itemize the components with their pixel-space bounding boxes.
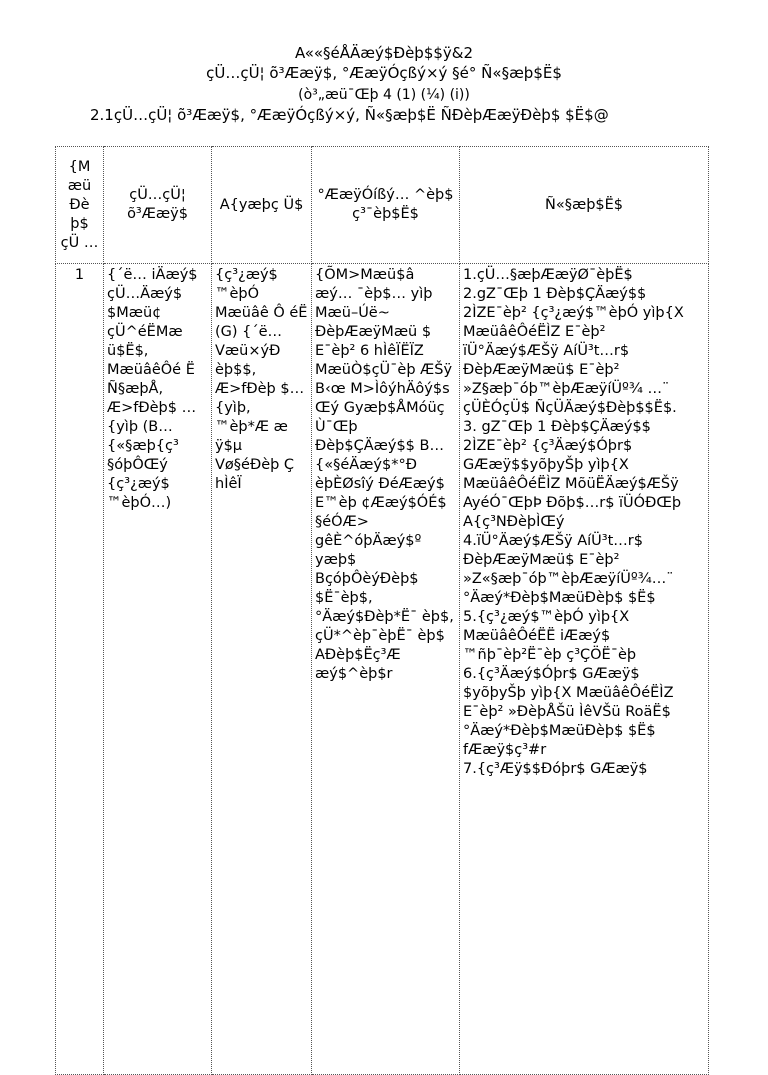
cell-functions: {ÕM>Mæü$â æý… ¯èþ$… yìþ Mæü–Úë~ ÐèþÆæÿMæü $ E¯èþ² 6 hÌêÏËÏZ MæüÒ$çÜ¯èþ ÆŠÿ B‹œ M>ÌôýhÄôý$s Œý Gyæþ$ÅMóüç Ù¯Œþ Ðèþ$ÇÄæý$$ B… {«§éÄæý$*°Ð èþÈØsîý ÐéÆæý$ E™èþ ¢Ææý$ÓÉ$ §éÓÆ> gêÈ^óþÄæý$º yæþ$ BçóþÔèýÐèþ$ $Ë¯èþ$, °Äæý$Ðèþ*Ë¯ èþ$, çÜ*^èþ¯èþË¯ èþ$ AÐèþ$Ëç³Æ æý$^èþ$r	[312, 264, 460, 1075]
document-subtitle: çÜ…çÜ¦ õ³Ææÿ$, °ÆæÿÓçßý×ý §é° Ñ«§æþ$Ë$	[206, 64, 562, 82]
cell-serial-no: 1	[56, 264, 104, 1075]
section-heading: 2.1çÜ…çÜ¦ õ³Ææÿ$, °ÆæÿÓçßý×ý, Ñ«§æþ$Ë ÑÐèþÆæÿÐèþ$ $Ë$@	[90, 106, 609, 124]
document-title: A««§éÅÄæý$Ðèþ$$ÿ&2	[294, 44, 474, 62]
table-row	[56, 264, 709, 1075]
header-serial-no: {M æü Ðè þ$ çÜ …	[56, 147, 104, 264]
cell-duties: 1.çÜ…§æþÆæÿØ¯èþË$ 2.gZ¯Œþ 1 Ðèþ$ÇÄæý$$ 2ÌZE¯èþ² {ç³¿æý$™èþÓ yìþ{X MæüâêÔéËÌZ E¯èþ² ïÜ°Äæý$ÆŠÿ AíÜ³t…r$ ÐèþÆæÿMæü$ E¯èþ² »Z§æþ¯óþ™èþÆæÿíÜº¾ …¨ çÜÈÓçÜ$ ÑçÜÄæý$Ðèþ$$Ë$. 3. gZ¯Œþ 1 Ðèþ$ÇÄæý$$ 2ÌZE¯èþ² {ç³Äæý$Óþr$ GÆæÿ$$yõþyŠþ yìþ{X MæüâêÔéËÌZ MõüËÄæý$ÆŠÿ AyéÓ¯ŒþÞ Ðõþ$…r$ ïÜÓÐŒþ A{ç³NÐèþÌŒý 4.ïÜ°Äæý$ÆŠÿ AíÜ³t…r$ ÐèþÆæÿMæü$ E¯èþ² »Z«§æþ¯óþ™èþÆæÿíÜº¾…¨ °Äæý*Ðèþ$MæüÐèþ$ $Ë$ 5.{ç³¿æý$™èþÓ yìþ{X MæüâêÔéËË iÆæý$ ™ñþ¯èþ²Ë¯èþ ç³ÇÖË¯èþ 6.{ç³Äæý$Óþr$ GÆæÿ$ $yõþyŠþ yìþ{X MæüâêÔéËÌZ E¯èþ² »ÐèþÅŠü ÌêVŠü RoäË$ °Äæý*Ðèþ$MæüÐèþ$ $Ë$ fÆæÿ$ç³#r 7.{ç³Æÿ$$Ðóþr$ GÆæÿ$	[460, 264, 709, 1075]
header-duties: Ñ«§æþ$Ë$	[460, 147, 709, 264]
header-address: A{yæþç Ü$	[212, 147, 312, 264]
organization-table	[55, 146, 709, 1075]
header-functions: °ÆæÿÓíßý… ^èþ$ ç³¯èþ$Ë$	[312, 147, 460, 264]
header-institution-name: çÜ…çÜ¦ õ³Ææÿ$	[104, 147, 212, 264]
cell-institution-name: {´ë… iÄæý$ çÜ…Äæý$ $Mæü¢ çÜ^éËMæ ü$Ë$, MæüâêÔé Ë Ñ§æþÅ, Æ>fÐèþ$ …{yìþ (B… {«§æþ{ç³ §óþÔŒý {ç³¿æý$ ™èþÓ…)	[104, 264, 212, 1075]
table-header-row	[56, 147, 709, 264]
document-section-reference: (ò³„æü¯Œþ 4 (1) (¼) (i))	[298, 87, 470, 103]
cell-address: {ç³¿æý$ ™èþÓ Mæüâê Ô éË (G) {´ë… Væü×ýÐ èþ$$, Æ>fÐèþ $…{yìþ, ™èþ*Æ æ ÿ$µ Vø§éÐèþ Ç hÌêÏ	[212, 264, 312, 1075]
